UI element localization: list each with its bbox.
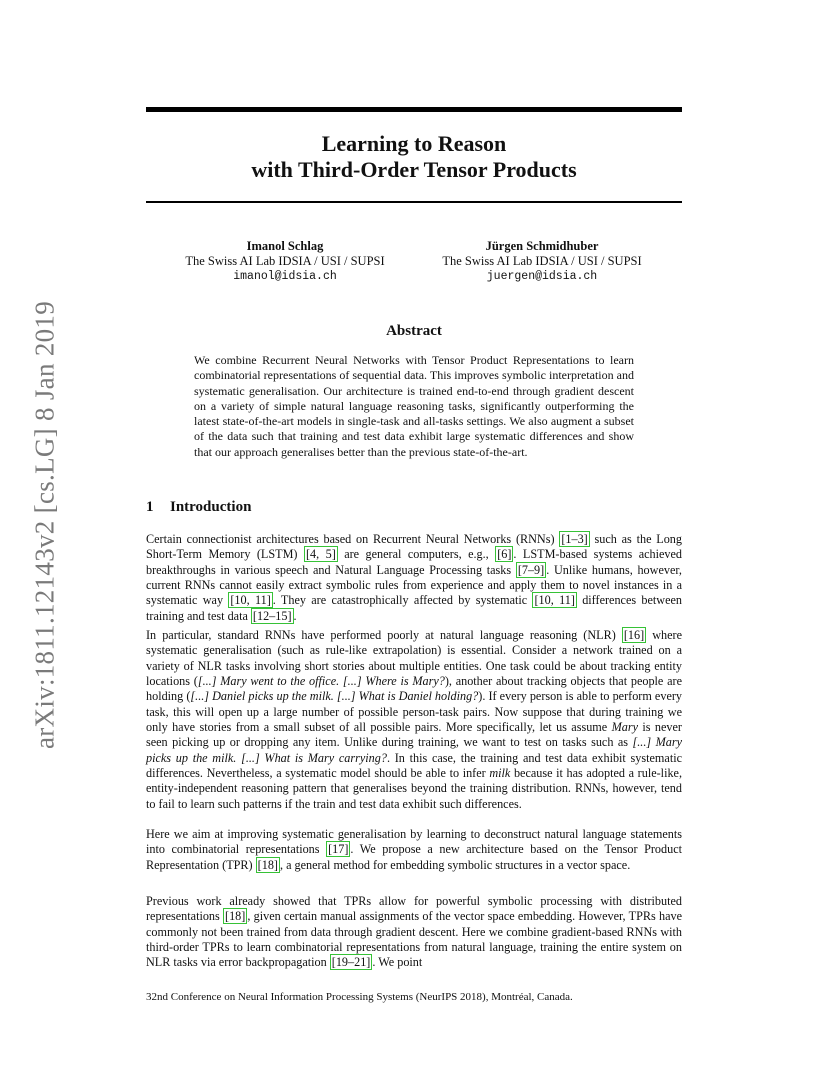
abstract-text: We combine Recurrent Neural Networks with Tensor Product Representations to learn combinatorial representations of sequential data. This improves symbolic interpretation and systematic generalisation. Our architecture is trained end-to-end through gradient descent on a variety of simple natural language reasoning tasks, significantly outperforming the latest state-of-the-art models in single-task and all-tasks settings. We also augment a subset of the data such that training and test data exhibit large systematic differences and show that our approach generalises better than the previous state-of-the-art. xyxy=(194,353,634,459)
citation-link[interactable]: [16] xyxy=(623,628,645,642)
text-span: . In this case, the training and test data exhibit systematic differences. Nevertheless, a systematic model should be able to infer xyxy=(146,750,682,781)
text-span: , a general method for embedding symbolic structures in a vector space. xyxy=(279,857,631,872)
author-affiliation: The Swiss AI Lab IDSIA / USI / SUPSI xyxy=(185,254,385,268)
text-span: In particular, standard RNNs have performed poorly at natural language reasoning (NLR) xyxy=(146,628,622,642)
text-span: because it has adopted a rule-like, entity-independent reasoning pattern that generalises beyond the training distribution. RNNs, however, tend to fail to learn such patterns if the train and test data exhibit such differences. xyxy=(146,766,682,811)
citation-link[interactable]: [6] xyxy=(497,547,512,562)
section-title: Introduction xyxy=(170,499,252,515)
citation-link[interactable]: [18] xyxy=(225,909,246,924)
text-span: . Unlike humans, however, current RNNs cannot easily extract symbolic rules from experience and apply them to novel instances in a systematic way xyxy=(146,562,682,608)
text-span: . They are catastrophically affected by systematic xyxy=(272,593,533,608)
intro-paragraph-1 xyxy=(146,532,682,624)
text-span: such as the Long Short-Term Memory (LSTM) xyxy=(146,532,682,562)
text-span: is never seen picking up or dropping any item. Unlike during training, we want to test on tasks such as xyxy=(146,720,682,750)
title-line-1: Learning to Reason xyxy=(321,131,507,156)
intro-paragraph-3 xyxy=(146,827,682,873)
title-line-2: with Third-Order Tensor Products xyxy=(251,157,577,182)
text-span: Previous work already showed that TPRs allow for powerful symbolic processing with distributed representations xyxy=(146,894,682,924)
example-text: [...] Mary went to the office. [...] Where is Mary? xyxy=(197,674,445,689)
example-text: [...] Daniel picks up the milk. [...] What is Daniel holding? xyxy=(190,689,479,704)
citation-link[interactable]: [18] xyxy=(257,857,278,872)
text-span: . xyxy=(293,608,297,623)
example-text: Mary xyxy=(611,720,638,735)
text-span: . We point xyxy=(372,955,423,970)
section-number: 1 xyxy=(146,499,154,515)
text-span: , given certain manual assignments of the vector space embedding. However, TPRs have commonly not been trained from data through gradient descent. Here we combine gradient-based RNNs with third-order TPRs to learn combinatorial representations from natural language, training the entire system on NLR tasks via error backpropagation xyxy=(146,909,682,970)
author-1 xyxy=(160,239,410,284)
text-span: Certain connectionist architectures based on Recurrent Neural Networks (RNNs) xyxy=(146,532,560,546)
citation-link[interactable]: [17] xyxy=(328,842,349,857)
abstract-heading: Abstract xyxy=(386,323,442,339)
author-email[interactable]: juergen@idsia.ch xyxy=(486,270,598,283)
arxiv-identifier[interactable]: arXiv:1811.12143v2 [cs.LG] 8 Jan 2019 xyxy=(29,300,60,750)
citation-link[interactable]: [10, 11] xyxy=(534,593,575,608)
citation-link[interactable]: [19–21] xyxy=(331,955,371,970)
citation-link[interactable]: [4, 5] xyxy=(305,547,336,562)
text-span: are general computers, e.g., xyxy=(337,547,496,562)
title-top-rule xyxy=(146,107,682,112)
author-block xyxy=(146,239,682,289)
author-email[interactable]: imanol@idsia.ch xyxy=(233,270,337,283)
section-heading xyxy=(146,498,251,516)
example-text: [...] Mary picks up the milk. [...] What is Mary carrying? xyxy=(146,735,683,765)
text-span: differences between training and test data xyxy=(146,593,683,623)
intro-paragraph-2 xyxy=(146,628,682,812)
text-span: . LSTM-based systems achieved breakthroughs in various speech and Natural Language Processing tasks xyxy=(146,547,683,577)
text-span: . We propose a new architecture based on the Tensor Product Representation (TPR) xyxy=(146,842,682,872)
intro-paragraph-4 xyxy=(146,894,682,971)
text-span: Here we aim at improving systematic generalisation by learning to deconstruct natural language statements into combinatorial representations xyxy=(146,827,682,857)
citation-link[interactable]: [7–9] xyxy=(517,562,545,577)
example-text: milk xyxy=(489,766,511,781)
text-span: where systematic generalisation (such as rule-like extrapolation) is essential. Consider a network trained on a variety of NLR tasks involving short stories about multiple entities. One task could be about tracking entity locations ( xyxy=(146,628,682,689)
paper-title xyxy=(146,131,682,183)
author-affiliation: The Swiss AI Lab IDSIA / USI / SUPSI xyxy=(442,254,642,268)
author-2 xyxy=(417,239,667,284)
title-bottom-rule xyxy=(146,201,682,203)
text-span: ). If every person is able to perform every task, this will open up a large number of possible person-task pairs. Now suppose that during training we only have stories from a small subset of all possible pairs. More specifically, let us assume xyxy=(146,689,682,735)
author-name: Imanol Schlag xyxy=(246,239,324,253)
citation-link[interactable]: [12–15] xyxy=(252,608,292,623)
citation-link[interactable]: [1–3] xyxy=(561,532,588,546)
citation-link[interactable]: [10, 11] xyxy=(230,593,271,608)
author-name: Jürgen Schmidhuber xyxy=(485,239,599,253)
conference-footnote: 32nd Conference on Neural Information Processing Systems (NeurIPS 2018), Montréal, Canada. xyxy=(146,991,573,1003)
text-span: ), another about tracking objects that people are holding ( xyxy=(146,674,682,704)
